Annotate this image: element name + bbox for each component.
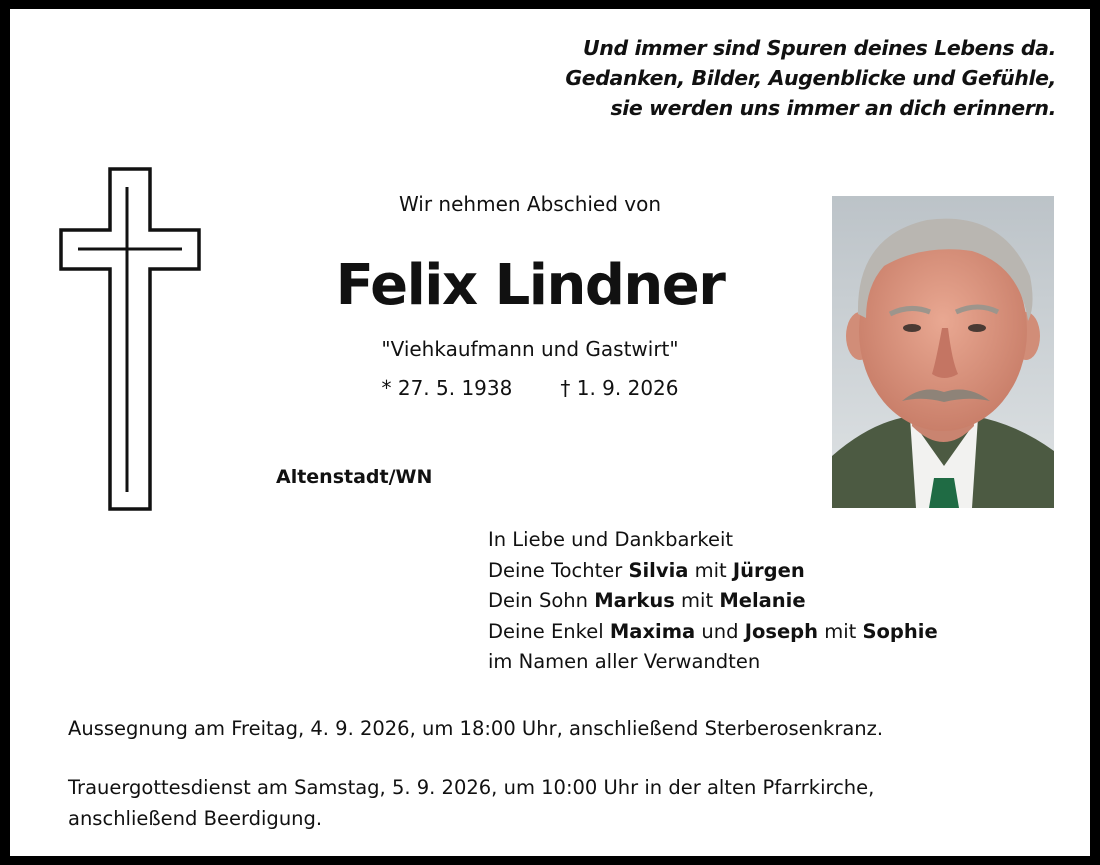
mass-text-line-1: Trauergottesdienst am Samstag, 5. 9. 2026, um 10:00 Uhr in der alten Pfarrkirche, <box>68 776 875 799</box>
family-name-sophie: Sophie <box>862 619 938 643</box>
family-line-2-mid: mit <box>688 558 733 582</box>
quote-line-2: Gedanken, Bilder, Augenblicke und Gefühle, <box>565 66 1056 90</box>
family-line-1: In Liebe und Dankbarkeit <box>488 528 734 551</box>
family-line-4-prefix: Deine Enkel <box>488 619 610 643</box>
family-line-3-mid: mit <box>674 589 720 612</box>
life-dates <box>280 376 780 400</box>
profession: "Viehkaufmann und Gastwirt" <box>381 337 679 361</box>
family-name-joseph: Joseph <box>744 619 819 643</box>
birth-date: * 27. 5. 1938 <box>381 376 513 400</box>
family-name-maxima: Maxima <box>609 619 696 643</box>
family-line-3 <box>488 586 938 617</box>
mass-text-line-2: anschließend Beerdigung. <box>68 806 323 830</box>
deceased-name: Felix Lindner <box>335 253 725 318</box>
family-name-markus: Markus <box>594 589 675 612</box>
family-signature <box>488 525 938 678</box>
family-line-5: im Namen aller Verwandten <box>488 650 761 673</box>
blessing-text: Aussegnung am Freitag, 4. 9. 2026, um 18:00 Uhr, anschließend Sterberosenkranz. <box>68 717 884 740</box>
family-line-4 <box>488 617 938 648</box>
family-line-4-mid2: mit <box>818 619 863 643</box>
quote-line-3: sie werden uns immer an dich erinnern. <box>610 96 1056 120</box>
family-line-2 <box>488 556 938 587</box>
family-line-3-prefix: Dein Sohn <box>488 589 595 612</box>
family-name-juergen: Jürgen <box>732 558 805 582</box>
blessing-notice <box>68 714 883 745</box>
quote-line-1: Und immer sind Spuren deines Lebens da. <box>583 36 1056 60</box>
funeral-mass-notice <box>68 773 874 834</box>
family-name-melanie: Melanie <box>719 589 806 612</box>
cross-icon <box>58 166 202 512</box>
death-date: † 1. 9. 2026 <box>560 376 679 400</box>
portrait-photo <box>832 196 1054 508</box>
family-name-silvia: Silvia <box>628 558 689 582</box>
intro-text: Wir nehmen Abschied von <box>398 192 662 216</box>
memorial-quote <box>565 33 1056 123</box>
location: Altenstadt/WN <box>276 466 433 488</box>
family-line-2-prefix: Deine Tochter <box>488 558 629 582</box>
obituary-card <box>10 9 1090 856</box>
family-line-4-mid1: und <box>695 619 745 643</box>
